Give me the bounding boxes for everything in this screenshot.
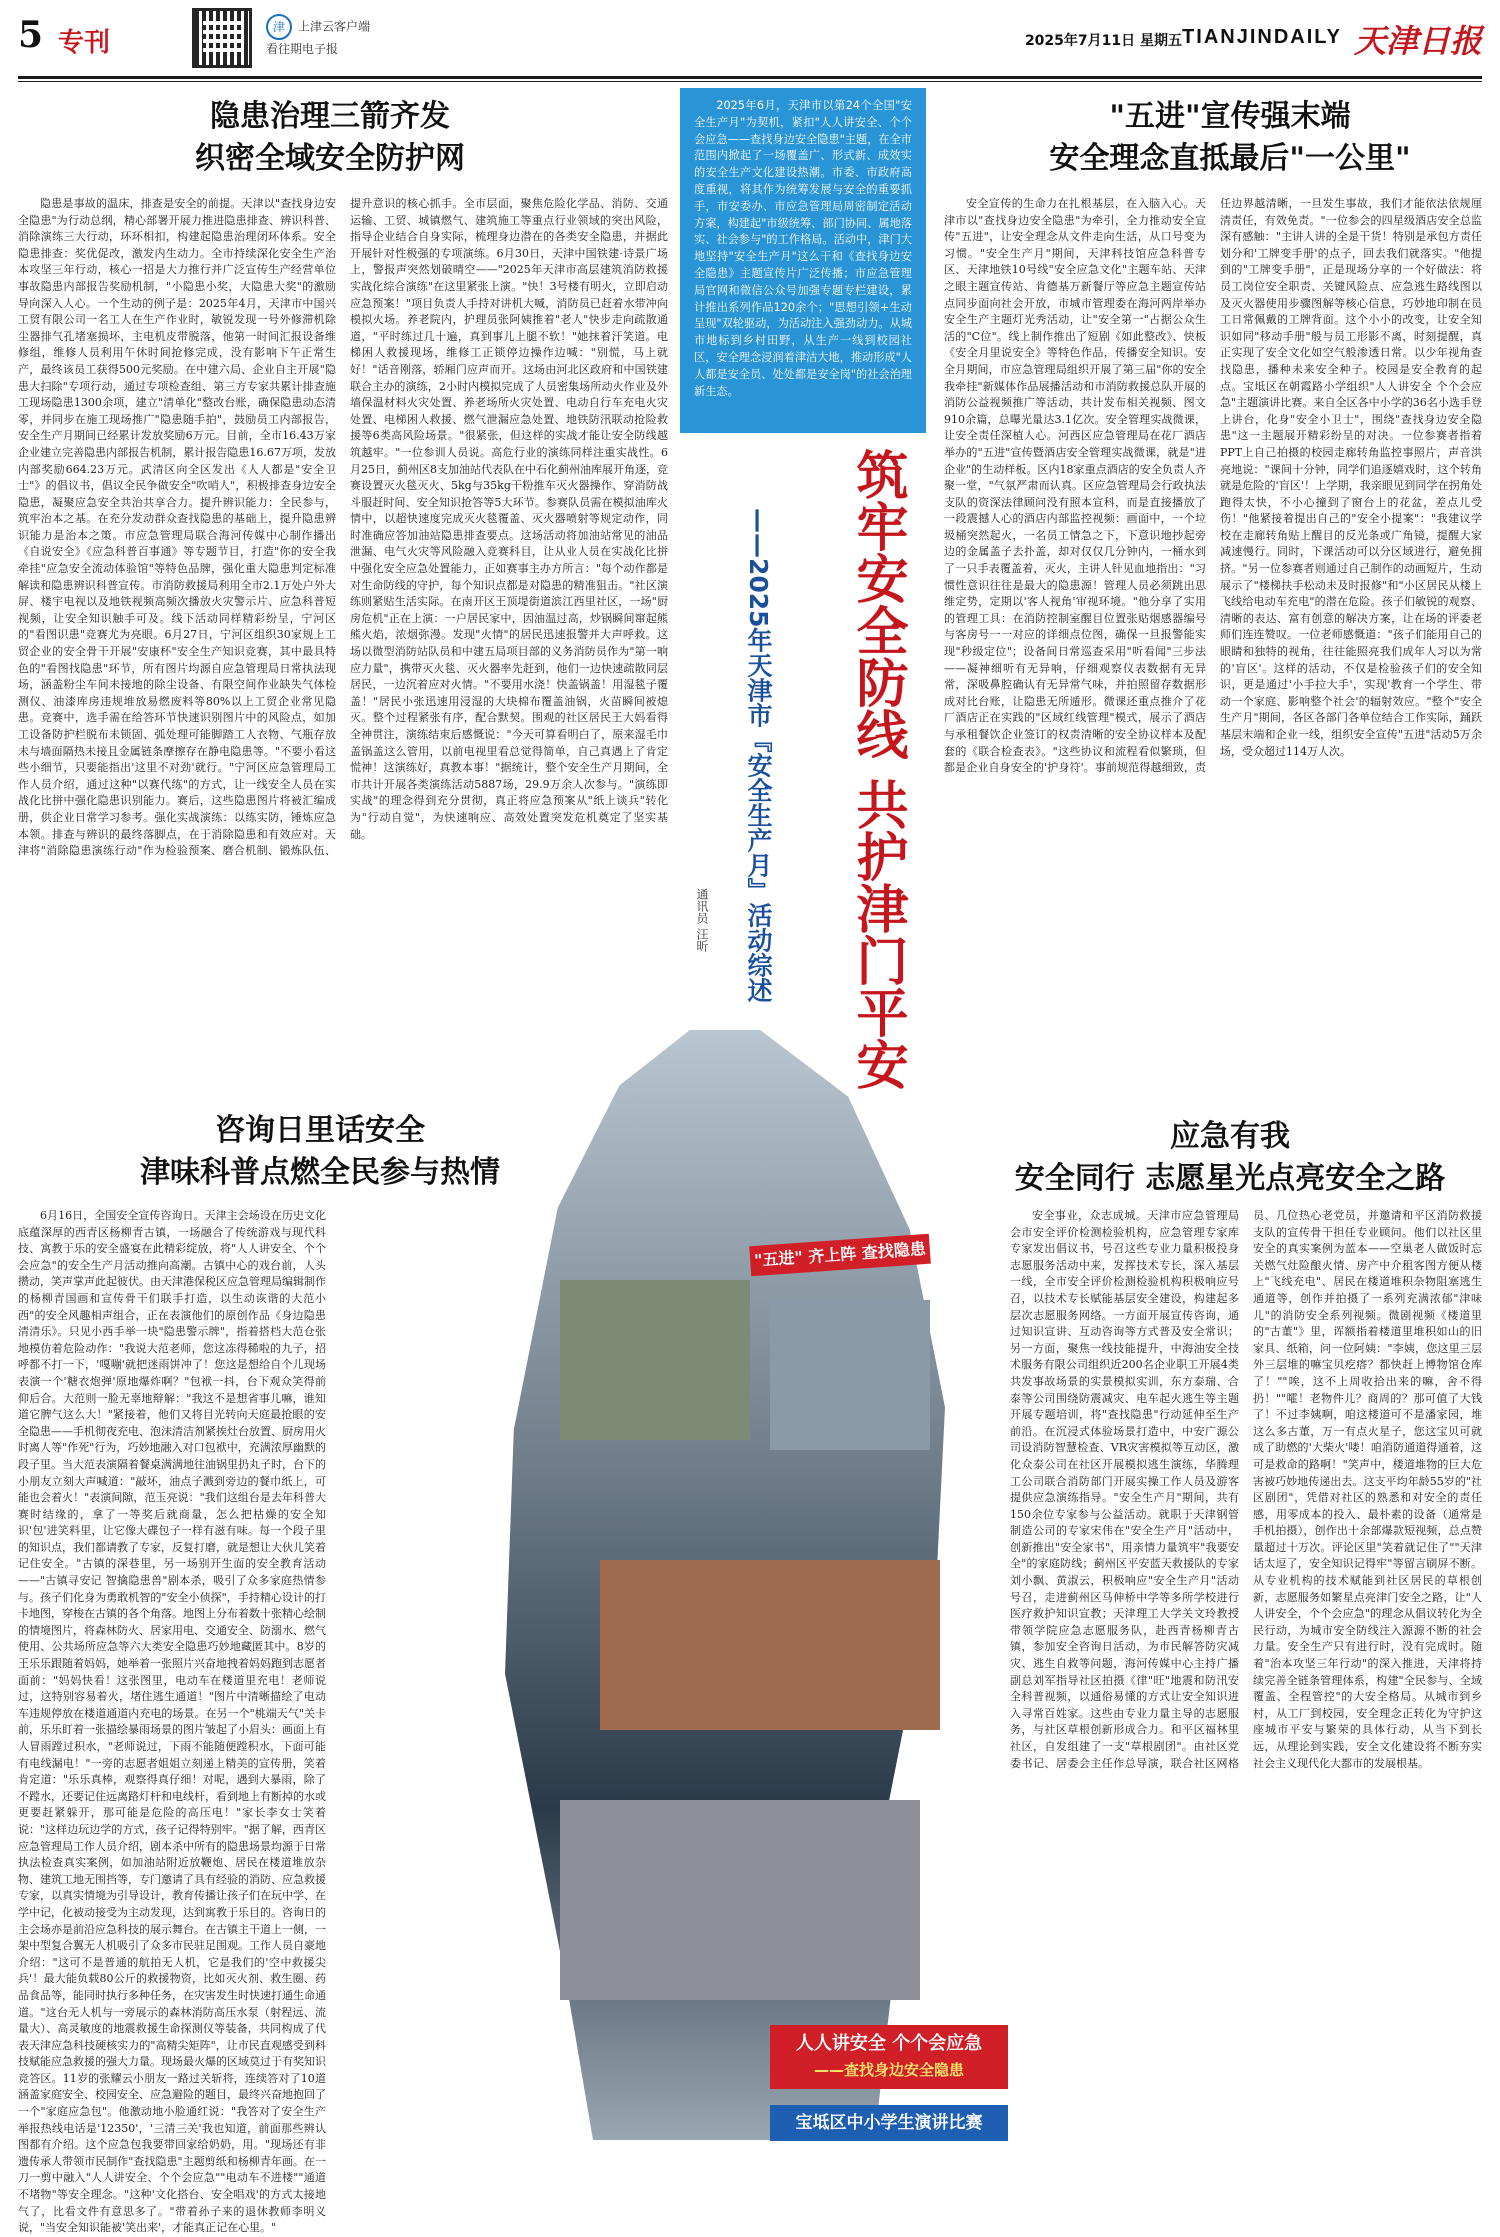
headline-hazard-governance	[100, 96, 560, 180]
banner-intro	[680, 88, 926, 433]
qr-code-icon[interactable]	[192, 8, 252, 68]
article-hazard-governance-body	[18, 196, 668, 1096]
headline-text: 隐患治理三箭齐发 织密全域安全防护网	[195, 99, 465, 176]
slogan-line-1: 人人讲安全 个个会应急	[795, 2033, 983, 2054]
photo-firefighters	[560, 1800, 920, 2000]
paper-latin-name: TIANJINDAILY	[1182, 26, 1342, 48]
header-rule	[18, 76, 1482, 79]
page-number: 5	[18, 14, 44, 56]
section-label: 专刊	[58, 28, 111, 58]
headline-volunteers	[1010, 1116, 1450, 1200]
banner-main-title: 筑牢安全防线 共护津门平安	[847, 448, 907, 1091]
article-volunteers-body	[1010, 1208, 1482, 2148]
headline-text: 应急有我 安全同行 志愿星光点亮安全之路	[1014, 1119, 1446, 1196]
contest-banner: 宝坻区中小学生演讲比赛	[770, 2105, 1008, 2141]
client-line-1: 上津云客户端	[298, 19, 371, 34]
article-text: 6月16日，全国安全宣传咨询日。天津主会场设在历史文化底蕴深厚的西青区杨柳青古镇，一场融合了传统游戏与现代科技、寓教于乐的安全盛宴在此精彩绽放，将"人人讲安全、个个会应急"的安全生产月活动推向高潮。古镇中心的戏台前，人头攒动，笑声掌声此起彼伏。由天津港保税区应急管理局编辑制作的杨柳青国画和宣传骨干们联手打造，以生动诙谐的大范小西"的安全风趣相声组合，正在表演他们的原创作品《身边隐患清清乐》。只见小西手举一块"隐患警示牌"，指着搭档大范仓张地模仿着危险动作："我说大范老师，您这冻得稀啦的九子，招呼都不打一下，'嘎嘣'就把迷雨饼冲了！您这是想给自个儿现场表演一个'糖衣炮弹'原地爆炸啊？"包袱一抖，台下观众笑得前仰后合。大范则一脸无辜地辩解："我这不是想省事儿嘛，谁知道它脾气这么大！"紧接着，他们又将目光转向天庭最抢眼的安全隐患——手机彻夜充电、泡沫清洁剂紧挨灶台放置、厨房用火时离人等"作死"行为，巧妙地融入对口包袱中，充满浓厚幽默的段子里。当大范表演隔着餐桌满满地往油锅里扔丸子时，台下的小朋友立刻大声喊道："敲坏，油点子溅到旁边的餐巾纸上，可能也会着火！"表演间隙，范玉亮说："我们这组台是去年科普大赛时结缘的，拿了一等奖后就商量，怎么把枯燥的安全知识'包'进笑料里，让它像大碟包子一样有滋有味。每一个段子里的知识点，我们都请教了专家，反复打磨，就是想让大伙儿笑着记住安全。"古镇的深巷里，另一场别开生面的安全教育活动——"古镇寻安记 智擒隐患兽"剧本杀，吸引了众多家庭热情参与。孩子们化身为勇敢机智的"安全小侦探"，手持精心设计的打卡地图，穿梭在古镇的各个角落。地图上分布着数十张精心绘制的情境图片，将森林防火、居家用电、交通安全、防溺水、燃气使用、公共场所应急等六大类安全隐患巧妙地藏匿其中。8岁的王乐乐跟随着妈妈，她举着一张照片兴奋地拽着妈妈跑到志愿者面前："妈妈快看！这张图里，电动车在楼道里充电！老师说过，这特别容易着火，堵住逃生通道！"图片中清晰描绘了电动车违规停放在楼道通道内充电的场景。在另一个"桃端天气"关卡前，乐乐盯着一张描绘暴雨场景的图片皱起了小眉头：画面上有人冒雨蹚过积水，"老师说过，下雨不能随便蹚积水，下面可能有电线漏电！"一旁的志愿者姐姐立刻递上精美的宣传册，笑着肯定道："乐乐真棒，观察得真仔细！对呢，遇到大暴雨，除了不蹚水，还要记住远离路灯杆和电线杆，看到地上有断掉的水或更要赶紧躲开，那可能是危险的高压电！"家长李女士笑着说："这样边玩边学的方式，孩子记得特别牢。"据了解，西青区应急管理局工作人员介绍，剧本杀中所有的隐患场景均源于日常执法检查真实案例，如加油站附近放鞭炮、居民在楼道堆放杂物、建筑工地无围挡等，专门邀请了具有经验的消防、应急救援专家，以真实情境为引导设计，教育传播让孩子们在玩中学、在学中记，化被动接受为主动发现，达到寓教于乐目的。咨询日的主会场亦是前沿应急科技的展示舞台。在古镇主干道上一侧，一架中型复合翼无人机吸引了众多市民驻足围观。工作人员自豪地介绍："这可不是普通的航拍无人机，它是我们的'空中救援尖兵'！最大能负载80公斤的救援物资，比如灭火剂、救生圈、药品食品等，能同时执行多种任务，在灾害发生时快速打通生命通道。"这台无人机与一旁展示的森林消防高压水泵（射程远、流量大）、高灵敏度的地震救援生命探测仪等装备，共同构成了代表天津应急科技硬核实力的"高精尖矩阵"，让市民直观感受到科技赋能应急救援的强大力量。现场最火爆的区域莫过于有奖知识竞答区。11岁的张耀云小朋友一路过关斩将，连续答对了10道涵盖家庭安全、校园安全、应急避险的题目，最终兴奋地抱回了一个"家庭应急包"。他激动地小脸通红说："我答对了安全生产举报热线电话是'12350'，'三清三关'我也知道，前面那些辨认图都有介绍。这个应急包我要带回家给奶奶，用。"现场还有非遗传承人带领市民制作"查找隐患"主题剪纸和杨柳青年画。在一刀一剪中融入"人人讲安全、个个会应急""电动车不进楼""通道不堵物"等安全理念。"这种'文化搭台、安全唱戏'的方式太接地气了，比看文件有意思多了。"带着孙子来的退休教师李明义说，"当安全知识能被'笑出来'，才能真正记在心里。"	[18, 1209, 326, 2235]
slogan-line-2: ——查找身边安全隐患	[813, 2061, 964, 2079]
photo-first-aid	[560, 1280, 750, 1440]
headline-text: "五进"宣传强末端 安全理念直抵最后"一公里"	[1049, 99, 1411, 176]
banner-sub-title: ——2025年天津市『安全生产月』活动综述	[744, 508, 773, 1003]
banner-byline: 通讯员 汪昕	[695, 888, 709, 952]
headline-text: 咨询日里话安全 津味科普点燃全民参与热情	[140, 1113, 500, 1190]
photo-officials	[770, 1300, 930, 1450]
photo-drill	[600, 1560, 940, 1730]
header-rule-thin	[18, 81, 1482, 82]
headline-consultation-day	[110, 1110, 530, 1194]
article-five-into-body	[944, 196, 1482, 1096]
article-text: 隐患是事故的温床，排查是安全的前提。天津以"查找身边安全隐患"为行动总纲，精心部署开展力推进隐患排查、辨识科普、消除演练三大行动，环环相扣，构建起隐患治理闭环体系。安全隐患排查：奖优促改，激发内生动力。全市持续深化安全生产治本攻坚三年行动，核心一招是大力推行并广泛宣传生产经营单位事故隐患内部报告奖励机制，"小隐患小奖，大隐患大奖"的激励导向深入人心。一个生动的例子是：2025年4月，天津市中国兴工贸有限公司一名工人在生产作业时，敏锐发现一号外修滞机除尘器排气孔堵塞损坏，主电机皮带脱落，他第一时间汇报设备维修组，维修人员利用午休时间抢修完成，没有影响下午正常生产，最终该员工获得500元奖励。在中建六局、企业自主开展"隐患大扫除"专项行动，通过专项检查组、第三方专家共累计排查施工现场隐患1300余项，建立"清单化"整改台账，确保隐患动态清零，并同步在施工现场推广"隐患随手拍"，鼓励员工内部报告，安全生产月期间已经累计发放奖励6万元。目前，全市16.43万家企业建立完善隐患内部报告机制，累计报告隐患16.67万项，发放内部奖励664.23万元。武清区向全区发出《人人都是"安全卫士"》的倡议书，倡议全民争做安全"吹哨人"，积极排查身边安全隐患，凝聚应急安全共治共享合力。提升辨识能力：全民参与，筑牢治本之基。在充分发动群众查找隐患的基础上，提升隐患辨识能力是治本之策。市应急管理局联合海河传媒中心制作播出《自说安全》《应急科普百事通》等专题节目，打造"你的安全我牵挂"应急安全流动体验馆"等特色品牌，强化重大隐患判定标准解读和隐患辨识科普宣传。市消防救援局利用全市2.1万处户外大屏、楼宇电视以及地铁视频高频次播放火灾警示片、应急科普短视频，让安全知识触手可及。线下活动同样精彩纷呈，宁河区的"看图识患"竞赛尤为亮眼。6月27日，宁河区组织30家规上工贸企业的安全骨干开展"安康杯"安全生产知识竞赛，其中最具特色的"看图找隐患"环节，所有图片均源自应急管理局日常执法现场，涵盖粉尘车间未接地的除尘设备、有限空间作业缺失气体检测仪、油漆库房违规堆放易燃废料等80%以上工贸企业常见隐患。竞赛中，选手需在给答环节快速识别图片中的风险点，如加工设备防护栏脱布未锁固、弧处理可能脚踏工人衣物、气瓶存放未与墙面隔热未接且金属链条摩擦存在静电隐患等。"不要小看这些小细节，只要能指出'这里不对劲'就行。"宁河区应急管理局工作人员介绍，通过这种"以赛代练"的方式，让一线安全人员在实战化比拼中强化隐患识别能力。赛后，这些隐患图片将被汇编成册，供企业日常学习参考。强化实战演练：以练实防，锤炼应急本领。排查与辨识的最终落脚点，在于消除隐患和有效应对。天津将"消除隐患演练行动"作为检验预案、磨合机制、锻炼队伍、提升意识的核心抓手。全市层面，聚焦危险化学品、消防、交通运输、工贸、城镇燃气、建筑施工等重点行业领域的突出风险，指导企业结合自身实际，梳理身边潜在的各类安全隐患，并据此开展针对性极强的专项演练。6月30日，天津中国铁建·诗景广场上，警报声突然划破晴空——"2025年天津市高层建筑消防救援实战化综合演练"在这里紧张上演。"快！3号楼有明火，立即启动应急预案！"项目负责人手持对讲机大喊，消防员已赶着水带冲向模拟火场。养老院内，护理员张阿姨推着"老人"快步走向疏散通道，"平时练过几十遍，真到事儿上腿不软！"她抹着汗笑道。电梯困人救援现场，维修工正锁停边操作边喊："别慌，马上就好！"话音刚落，轿厢门应声而开。这场由河北区政府和中国铁建联合主办的演练，2小时内模拟完成了人员密集场所动火作业及外墙保温材料火灾处置、养老场所火灾处置、电动自行车充电火灾处置、电梯困人救援、燃气泄漏应急处置、地铁防汛联动抢险救援等6类高风险场景。"很紧张，但这样的实战才能让安全防线越筑越牢。"一位参训人员说。高危行业的演练同样注重实战性。6月25日，蓟州区8支加油站代表队在中石化蓟州油库展开角逐，竞赛设置灭火毯灭火、5kg与35kg干粉推车灭火器操作、穿消防战斗服赶时间、安全知识抢答等5大环节。参赛队员需在模拟油库火情中，以超快速度完成灭火毯覆盖、灭火器喷射等规定动作，同时准确应答加油站隐患排查要点。这场活动将加油站常见的油品泄漏、电气火灾等风险融入竞赛科目，让从业人员在实战化比拼中强化安全应急处置能力，正如赛事主办方所言："每个动作都是对生命防线的守护，每个知识点都是对隐患的精准狙击。"社区演练则紧贴生活实际。在南开区王顶堤街道滨江西里社区，一场"厨房危机"正在上演：一户居民家中，因油温过高，炒锅瞬间窜起熊熊火焰，浓烟弥漫。发现"火情"的居民迅速报警并大声呼救。这场以微型消防站队员和中建五局项目部的义务消防员作为"第一响应力量"，携带灭火毯、灭火器率先赶到，他们一边快速疏散同层居民，一边沉着应对火情。"不要用水浇！快盖锅盖！用湿毯子覆盖！"居民小张迅速用浸湿的大块棉布覆盖油锅，火苗瞬间被熄灭。整个过程紧张有序，配合默契。围观的社区居民王大妈看得全神贯注，演练结束后感慨说："今天可算看明白了，原来湿毛巾盖锅盖这么管用，以前电视里看总觉得简单，自己真遇上了肯定慌神！这演练好，真教本事！"据统计，整个安全生产月期间，全市共计开展各类演练活动5887场，29.9万余人次参与。"演练即实战"的理念得到充分贯彻，真正将应急预案从"纸上谈兵"转化为"行动自觉"，为快速响应、高效处置突发危机奠定了坚实基础。	[18, 197, 668, 858]
wujin-banner-sign: "五进" 齐上阵 查找隐患	[749, 1234, 931, 1276]
client-logo-icon: 津	[266, 14, 292, 40]
masthead	[18, 8, 1482, 74]
client-line-2: 看往期电子报	[266, 42, 339, 56]
headline-five-into	[1010, 96, 1450, 180]
article-consultation-day-col1	[18, 1208, 326, 2235]
article-text: 安全宣传的生命力在扎根基层，在入脑入心。天津市以"查找身边安全隐患"为牵引，全力推动安全宣传"五进"，让安全理念从文件走向生活，从口号变为习惯。"安全生产月"期间，天津科技馆应急科普专区、天津地铁10号线"安全应急文化"主题车站、天津之眼主题宣传站、肯德基万新餐厅等应急主题宣传站点同步面向社会开放，市城市管理委在海河两岸举办安全生产主题灯光秀活动，让"安全第一"占据公众生活的"C位"。线上制作推出了短剧《如此整改》、快板《安全月里说安全》等特色作品，传播安全知识。安全月期间，市应急管理局组织开展了第三届"你的安全我牵挂"新媒体作品展播活动和市消防救援总队开展的消防公益视频推广等活动，共计发布相关视频、图文910余篇，总曝光量达3.1亿次。安全管理实战微课，让安全责任深植人心。河西区应急管理局在花厂酒店举办的"五进"宣传暨酒店安全管理实战微课，就是"进企业"的生动样板。区内18家重点酒店的安全负责人齐聚一堂，"气氛严肃而认真。区应急管理局会行政执法支队的资深法律顾问没有照本宣科，而是直接播放了一段震撼人心的酒店内部监控视频：画面中，一个垃圾桶突然起火，一名员工情急之下，下意识地抄起旁边的金属盖子去扑盖，却对仅仅几分钟内，一桶水到了一只手表覆盖着，灭火，主讲人针见血地指出："习惯性意识往往是最大的隐患源！管理人员必须跳出思维定势，定期以'客人视角'审视环境。"他分享了实用的管理工具：在消防控制室醒目位置张贴烟感器编号与客房号一一对应的详细点位图，确保一旦报警能实现"秒级定位"；设备间日常巡查采用"听看闻"三步法——凝神细听有无异响，仔细观察仪表数据有无异常，深吸鼻腔确认有无异常气味，并拍照留存数据形成对比台账，让隐患无所遁形。微课还重点推介了花厂酒店正在实践的"区域红线管理"模式，展示了酒店与承租餐饮企业签订的权责清晰的安全协议样本及配套的《联合检查表》。"这些协议和流程看似繁琐，但都是企业自身安全的'护身符'。事前规范得越细致，责任边界越清晰，一旦发生事故，我们才能依法依规厘清责任，有效免责。"一位参会的四星级酒店安全总监深有感触："主讲人讲的全是干货！特别是承包方责任划分和'工牌变手册'的点子，回去我们就落实。"他提到的"工牌变手册"，正是现场分享的一个好做法：将员工岗位安全职责、关键风险点、应急逃生路线图以及灭火器使用步骤图解等核心信息，巧妙地印制在员工日常佩戴的工牌背面。这个小小的改变，让安全知识如同"移动手册"般与员工形影不离，时刻提醒，真正实现了安全文化如空气般渗透日常。以少年视角查找隐患，播种未来安全种子。校园是安全教育的起点。宝坻区在朝霞路小学组织"人人讲安全 个个会应急"主题演讲比赛。来自全区各中小学的36名小选手登上讲台，化身"安全小卫士"，围绕"查找身边安全隐患"这一主题展开精彩纷呈的对决。一位参赛者指着PPT上自己拍摄的校园走廊转角监控事照片，声音洪亮地说："课间十分钟，同学们追逐嬉戏时，这个转角就是危险的'盲区'！上学期，我亲眼见到同学在拐角处跑得太快，不小心撞到了窗台上的花盆，差点儿受伤！"他紧接着提出自己的"安全小提案"："我建议学校在走廊转角贴上醒目的反光条或广角镜，提醒大家减速慢行。同时，下课活动可以分区域进行，避免拥挤。"另一位参赛者则通过自己制作的动画短片，生动展示了"楼梯扶手松动未及时报修"和"小区居民从楼上飞线给电动车充电"的潜在危险。孩子们敏锐的观察、清晰的表达、富有创意的解决方案，让在场的评委老师们连连赞叹。一位老师感慨道："孩子们能用自己的眼睛和独特的视角，往往能照亮我们成年人习以为常的'盲区'。这样的活动，不仅是检验孩子们的安全知识，更是通过'小手拉大手'，实现'教育一个学生、带动一个家庭、影响整个社会'的辐射效应。"整个"安全生产月"期间，各区各部门各单位结合工作实际，踊跃基层末端和企业一线，组织安全宣传"五进"活动5万余场，受众超过114万人次。	[944, 197, 1482, 775]
banner-intro-text: 2025年6月，天津市以第24个全国"安全生产月"为契机，紧扣"人人讲安全、个个会应急——查找身边安全隐患"主题，在全市范围内掀起了一场覆盖广、形式新、成效实的安全生产文化建设热潮。市委、市政府高度重视，将其作为统筹发展与安全的重要抓手，市安委办、市应急管理局周密制定活动方案，构建起"市级统筹、部门协同、属地落实、社会参与"的工作格局。活动中，津门大地坚持"安全生产月"这么干和《查找身边安全隐患》主题宣传片广泛传播；市应急管理局官网和微信公众号加强专题专栏建设，累计推出系列作品120余个；"思想引领+生动呈现"双轮驱动，为活动注入强劲动力。从城市地标到乡村田野，从生产一线到校园社区，安全理念浸润着津沽大地，推动形成"人人都是安全员、处处都是安全岗"的社会治理新生态。	[694, 99, 912, 398]
client-promo[interactable]	[266, 14, 370, 58]
issue-date: 2025年7月11日 星期五	[1024, 33, 1182, 49]
slogan-banner	[770, 2025, 1008, 2089]
paper-brand-logo: 天津日报	[1353, 22, 1482, 60]
article-text: 安全事业，众志成城。天津市应急管理局会市安全评价检测检验机构，应急管理专家库专家发出倡议书，号召这些专业力量积极投身志愿服务活动中来，发挥技术专长，深入基层一线，全市安全评价检测检验机构积极响应号召，以技术专长赋能基层安全建设，构建起多层次志愿服务网络。一方面开展宣传咨询，通过知识宣讲、互动咨询等方式普及安全常识；另一方面，聚焦一线技能提升，中海油安全技术服务有限公司组织近200名企业职工开展4类共发事故场景的实景模拟实训，东方泰瑞、合泰等公司围绕防震减灾、电车起火逃生等主题开展专题培训，将"查找隐患"行动延伸至生产前沿。在沉浸式体验场景打造中，中安广源公司设消防智慧检查、VR灾害模拟等互动区，激化众泰公司在社区开展模拟逃生演练，华腾理工公司联合消防部门开展实操工作人员及游客提供应急演练指导。"安全生产月"期间，共有150余位专家参与公益活动。就职于天津钢管制造公司的专家宋伟在"安全生产月"活动中，创新推出"安全家书"，用亲情力量筑牢"我要安全"的家庭防线；蓟州区平安蓝天救援队的专家刘小飘、黄淑云，积极响应"安全生产月"活动号召，走进蓟州区马伸桥中学等多所学校进行医疗救护知识宣教；天津理工大学关文玲教授带领学院应急志愿服务队，赴西青杨柳青古镇，参加安全咨询日活动，为市民解答防灾减灾、逃生自救等问题，海河传媒中心主持广播副总刘军指导社区拍摄《律"旺"地震和防汛安全科普视频，以通俗易懂的方式让安全知识进入寻常百姓家。这些由专业力量主导的志愿服务，与社区草根创新形成合力。和平区福林里社区，自发组建了一支"草根剧团"。由社区党委书记、居委会主任作总导演，联合社区网格员、几位热心老党员，并邀请和平区消防救援支队的宣传骨干担任专业顾问。他们以社区里安全的真实案例为蓝本——空巢老人做饭时忘关燃气灶险酿火情、房产中介租客图方便从楼上"飞线充电"、居民在楼道堆积杂物阻塞逃生通道等，创作并拍摄了一系列充满浓郁"津味儿"的消防安全系列视频。微剧视频《楼道里的"古董"》里，诨额指着楼道里堆积如山的旧家具、纸箱，问一位阿姨："李姨，您这里三层外三层堆的嘛宝贝疙瘩？都快赶上博物馆仓库了！""唉，这不上周收拾出来的嘛，舍不得扔！""嚯！老物件儿？商周的？那可值了大钱了！不过李姨啊，咱这楼道可不是潘家园，堆这么多古董，万一有点火星子，您这宝贝可就成了助燃的'大柴火'喽！咱消防通道得通着，这可是救命的路啊！"笑声中，楼道堆物的巨大危害被巧妙地传递出去。这支平均年龄55岁的"社区剧团"，凭借对社区的熟悉和对安全的责任感，用零成本的投入、最朴素的设备（通常是手机拍摄），创作出十余部爆款短视频，总点赞量超过十万次。评论区里"笑着就记住了""天津话太逗了，安全知识记得牢"等留言刷屏不断。从专业机构的技术赋能到社区居民的草根创新，志愿服务如繁星点亮津门安全之路，让"人人讲安全，个个会应急"的理念从倡议转化为全民行动，为城市安全防线注入源源不断的社会力量。安全生产只有进行时，没有完成时。随着"治本攻坚三年行动"的深入推进，天津将持续完善全链条管理体系，构建"全民参与、全域覆盖、全程管控"的大安全格局。从城市到乡村，从工厂到校园，安全理念正转化为守护这座城市平安与繁荣的具体行动，从当下到长远，从理论到实践，安全文化建设将不断夯实社会主义现代化大都市的发展根基。	[1010, 1209, 1482, 1770]
